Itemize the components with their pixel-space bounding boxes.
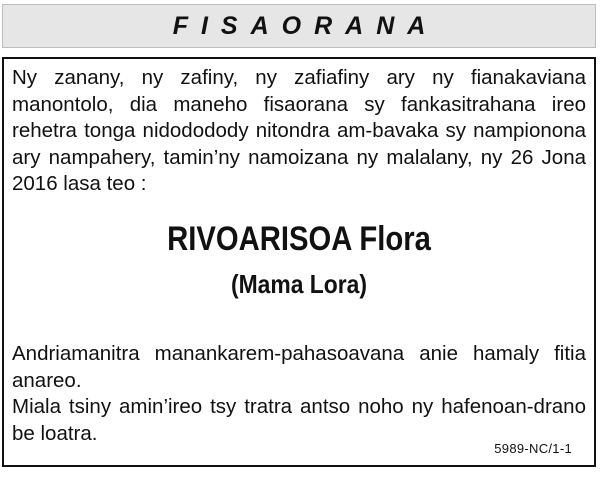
deceased-nickname: (Mama Lora) <box>230 269 368 299</box>
closing-apology: Miala tsiny amin’ireo tsy tratra antso noho ny hafenoan-drano be loatra. <box>12 395 586 445</box>
intro-paragraph: Ny zanany, ny zafiny, ny zafiafiny ary ny fianakaviana manontolo, dia maneho fisaorana sy fankasitrahana ireo rehetra tonga nidododody nitondra am-bavaka sy nampionona ary nampahery, tamin’ny namoizana ny malalany, ny 26 Jona 2016 lasa teo : <box>12 66 586 195</box>
reference-code: 5989-NC/1-1 <box>494 441 572 456</box>
notice-title: FISAORANA <box>172 11 439 40</box>
header-banner <box>2 4 596 48</box>
closing-paragraph <box>12 341 586 447</box>
closing-blessing: Andriamanitra manankarem-pahasoavana anie hamaly fitia anareo. <box>12 342 586 392</box>
deceased-name: RIVOARISOA Flora <box>167 220 431 258</box>
notice-box <box>2 57 596 467</box>
